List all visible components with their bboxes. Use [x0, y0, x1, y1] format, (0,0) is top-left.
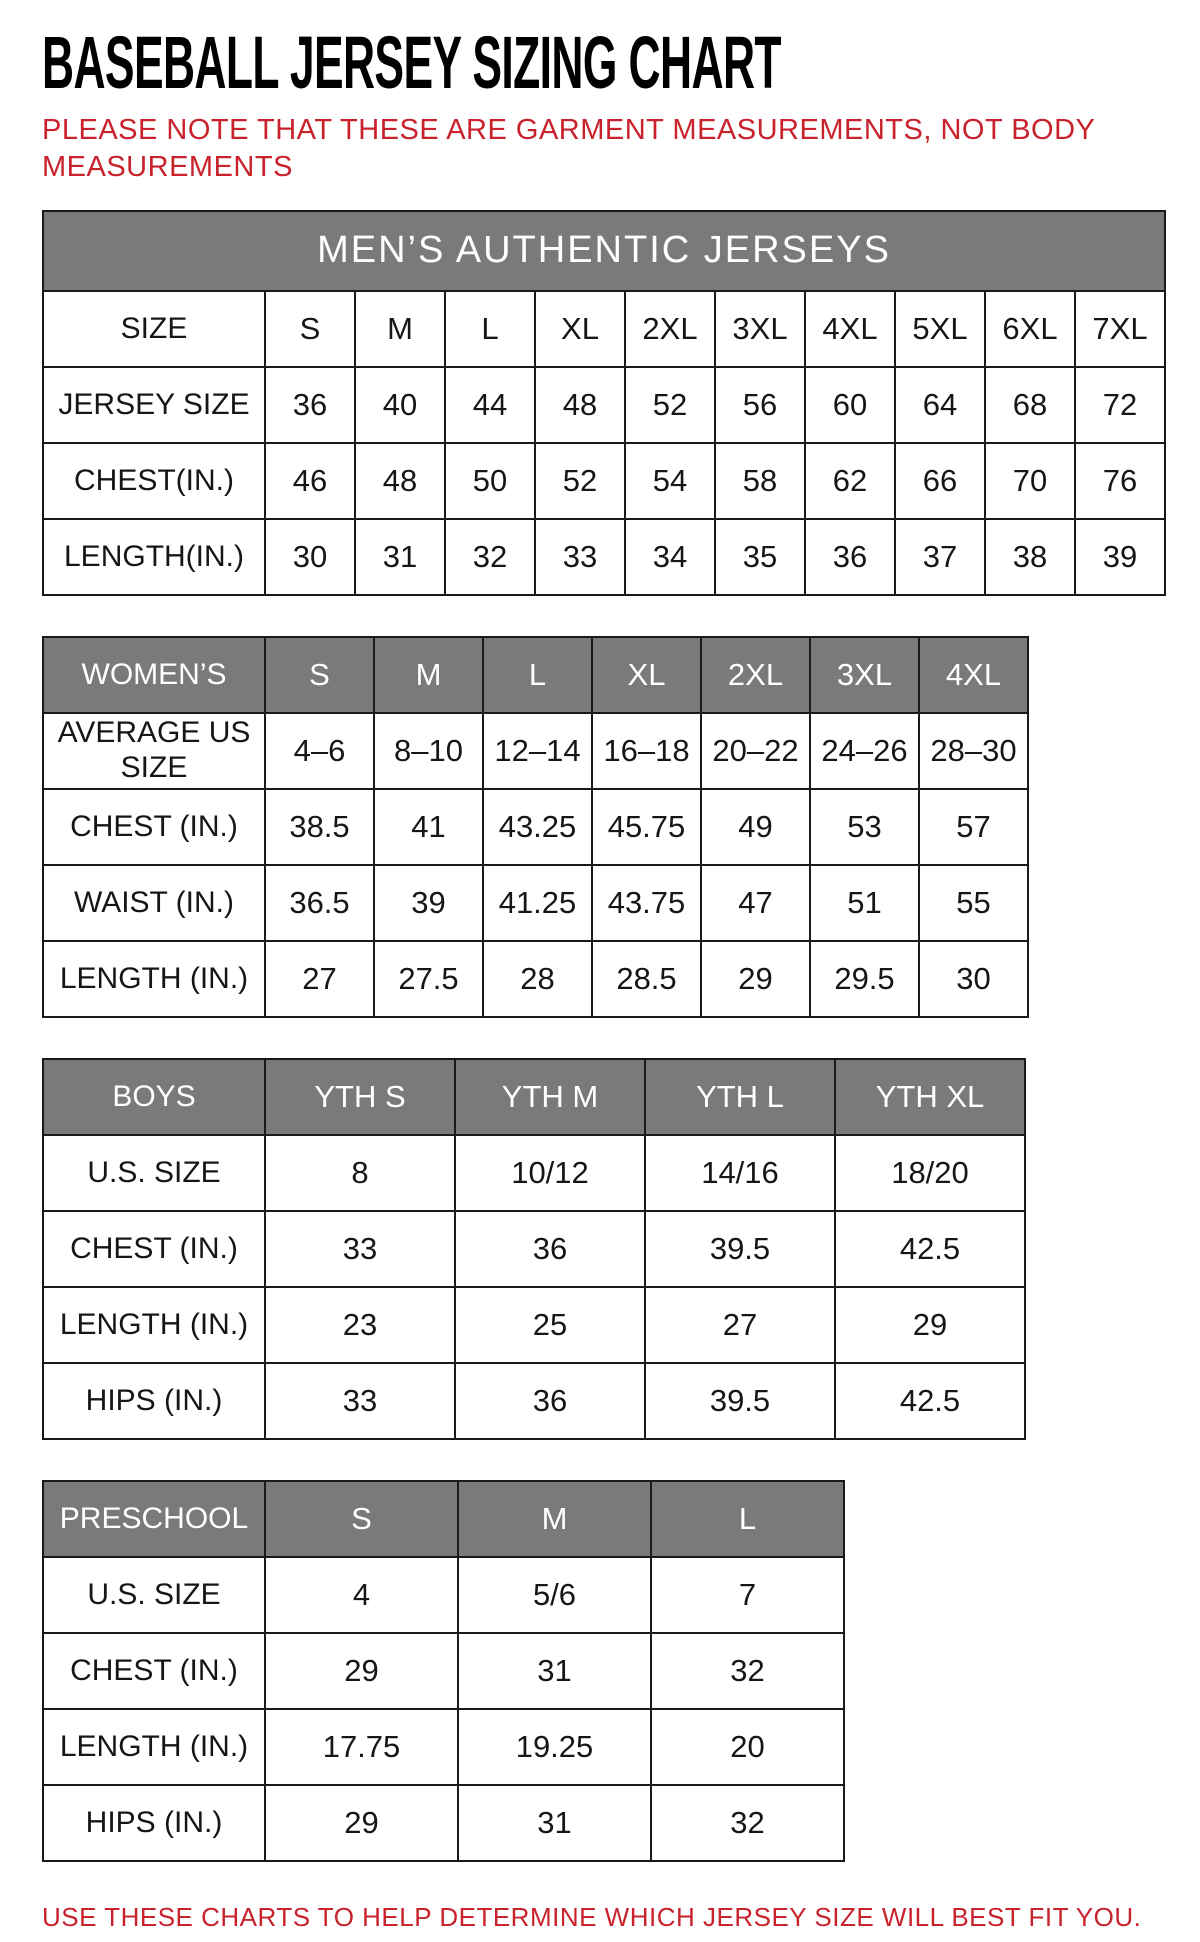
row-label: JERSEY SIZE	[43, 367, 265, 443]
table-cell: 70	[985, 443, 1075, 519]
row-label: SIZE	[43, 291, 265, 367]
table-cell: 7	[651, 1557, 844, 1633]
preschool-sizing-table	[42, 1480, 845, 1862]
table-cell: 33	[265, 1363, 455, 1439]
table-cell: 62	[805, 443, 895, 519]
table-cell: M	[355, 291, 445, 367]
header-cell: YTH S	[265, 1059, 455, 1135]
table-cell: 29	[265, 1785, 458, 1861]
table-cell: L	[445, 291, 535, 367]
header-cell: 4XL	[919, 637, 1028, 713]
table-cell: 24–26	[810, 713, 919, 789]
header-cell: YTH L	[645, 1059, 835, 1135]
table-cell: 44	[445, 367, 535, 443]
table-cell: 39	[1075, 519, 1165, 595]
table-row	[43, 1785, 844, 1861]
table-cell: 41.25	[483, 865, 592, 941]
table-cell: 5/6	[458, 1557, 651, 1633]
table-cell: 76	[1075, 443, 1165, 519]
table-cell: 39	[374, 865, 483, 941]
table-cell: 37	[895, 519, 985, 595]
table-header-row	[43, 1481, 844, 1557]
table-title-cell: BOYS	[43, 1059, 265, 1135]
table-cell: 28.5	[592, 941, 701, 1017]
table-cell: 36	[805, 519, 895, 595]
table-cell: 27	[645, 1287, 835, 1363]
table-cell: 50	[445, 443, 535, 519]
row-label: HIPS (IN.)	[43, 1363, 265, 1439]
table-cell: 33	[535, 519, 625, 595]
header-cell: 2XL	[701, 637, 810, 713]
table-cell: 66	[895, 443, 985, 519]
table-cell: 27.5	[374, 941, 483, 1017]
header-cell: L	[483, 637, 592, 713]
header-cell: S	[265, 637, 374, 713]
table-cell: S	[265, 291, 355, 367]
table-cell: XL	[535, 291, 625, 367]
table-header-row	[43, 1059, 1025, 1135]
table-cell: 42.5	[835, 1211, 1025, 1287]
row-label: LENGTH (IN.)	[43, 941, 265, 1017]
table-cell: 27	[265, 941, 374, 1017]
table-cell: 4–6	[265, 713, 374, 789]
table-cell: 17.75	[265, 1709, 458, 1785]
table-cell: 52	[625, 367, 715, 443]
table-row	[43, 1363, 1025, 1439]
mens-table-banner: MEN’S AUTHENTIC JERSEYS	[43, 211, 1165, 291]
footer-note: USE THESE CHARTS TO HELP DETERMINE WHICH JERSEY SIZE WILL BEST FIT YOU.	[42, 1901, 1142, 1932]
table-cell: 43.25	[483, 789, 592, 865]
header-cell: L	[651, 1481, 844, 1557]
table-cell: 18/20	[835, 1135, 1025, 1211]
table-cell: 33	[265, 1211, 455, 1287]
table-cell: 35	[715, 519, 805, 595]
table-cell: 32	[445, 519, 535, 595]
table-row	[43, 1557, 844, 1633]
header-cell: XL	[592, 637, 701, 713]
header-cell: 3XL	[810, 637, 919, 713]
table-cell: 40	[355, 367, 445, 443]
table-cell: 68	[985, 367, 1075, 443]
table-cell: 32	[651, 1785, 844, 1861]
table-cell: 47	[701, 865, 810, 941]
table-cell: 36	[455, 1363, 645, 1439]
table-cell: 72	[1075, 367, 1165, 443]
table-cell: 20–22	[701, 713, 810, 789]
row-label: WAIST (IN.)	[43, 865, 265, 941]
table-cell: 45.75	[592, 789, 701, 865]
table-cell: 6XL	[985, 291, 1075, 367]
header-cell: M	[374, 637, 483, 713]
table-row	[43, 789, 1028, 865]
table-cell: 31	[355, 519, 445, 595]
table-cell: 56	[715, 367, 805, 443]
table-cell: 4XL	[805, 291, 895, 367]
table-cell: 54	[625, 443, 715, 519]
header-cell: YTH M	[455, 1059, 645, 1135]
table-cell: 31	[458, 1633, 651, 1709]
table-cell: 8–10	[374, 713, 483, 789]
table-row	[43, 443, 1165, 519]
header-cell: YTH XL	[835, 1059, 1025, 1135]
table-cell: 29	[265, 1633, 458, 1709]
mens-sizing-table	[42, 210, 1166, 596]
table-row	[43, 1633, 844, 1709]
table-row	[43, 519, 1165, 595]
table-cell: 28	[483, 941, 592, 1017]
table-cell: 32	[651, 1633, 844, 1709]
table-cell: 25	[455, 1287, 645, 1363]
header-cell: S	[265, 1481, 458, 1557]
table-cell: 43.75	[592, 865, 701, 941]
table-cell: 49	[701, 789, 810, 865]
table-cell: 28–30	[919, 713, 1028, 789]
table-cell: 41	[374, 789, 483, 865]
table-cell: 10/12	[455, 1135, 645, 1211]
row-label: U.S. SIZE	[43, 1557, 265, 1633]
table-cell: 42.5	[835, 1363, 1025, 1439]
table-cell: 55	[919, 865, 1028, 941]
table-cell: 29	[701, 941, 810, 1017]
table-cell: 23	[265, 1287, 455, 1363]
table-cell: 2XL	[625, 291, 715, 367]
header-cell: M	[458, 1481, 651, 1557]
table-cell: 48	[355, 443, 445, 519]
table-cell: 30	[919, 941, 1028, 1017]
row-label: LENGTH (IN.)	[43, 1287, 265, 1363]
table-cell: 14/16	[645, 1135, 835, 1211]
table-row	[43, 713, 1028, 789]
table-row	[43, 1709, 844, 1785]
row-label: CHEST (IN.)	[43, 1633, 265, 1709]
row-label: HIPS (IN.)	[43, 1785, 265, 1861]
row-label: LENGTH (IN.)	[43, 1709, 265, 1785]
table-row	[43, 1135, 1025, 1211]
table-cell: 36	[455, 1211, 645, 1287]
table-cell: 64	[895, 367, 985, 443]
row-label: CHEST (IN.)	[43, 789, 265, 865]
table-cell: 16–18	[592, 713, 701, 789]
table-cell: 31	[458, 1785, 651, 1861]
table-cell: 46	[265, 443, 355, 519]
table-title-cell: WOMEN’S	[43, 637, 265, 713]
row-label: LENGTH(IN.)	[43, 519, 265, 595]
table-cell: 58	[715, 443, 805, 519]
table-cell: 38.5	[265, 789, 374, 865]
table-cell: 3XL	[715, 291, 805, 367]
table-header-row	[43, 637, 1028, 713]
table-cell: 57	[919, 789, 1028, 865]
table-title-cell: PRESCHOOL	[43, 1481, 265, 1557]
table-cell: 34	[625, 519, 715, 595]
table-cell: 38	[985, 519, 1075, 595]
table-banner-row	[43, 211, 1165, 291]
table-cell: 29	[835, 1287, 1025, 1363]
table-row	[43, 1211, 1025, 1287]
table-cell: 51	[810, 865, 919, 941]
table-cell: 48	[535, 367, 625, 443]
row-label: CHEST (IN.)	[43, 1211, 265, 1287]
table-cell: 52	[535, 443, 625, 519]
row-label: U.S. SIZE	[43, 1135, 265, 1211]
table-cell: 8	[265, 1135, 455, 1211]
table-cell: 7XL	[1075, 291, 1165, 367]
womens-sizing-table	[42, 636, 1029, 1018]
table-cell: 5XL	[895, 291, 985, 367]
boys-sizing-table	[42, 1058, 1026, 1440]
table-cell: 36.5	[265, 865, 374, 941]
table-cell: 53	[810, 789, 919, 865]
table-cell: 4	[265, 1557, 458, 1633]
page-title: BASEBALL JERSEY SIZING CHART	[42, 21, 781, 104]
table-cell: 19.25	[458, 1709, 651, 1785]
row-label: AVERAGE US SIZE	[43, 713, 265, 789]
table-cell: 60	[805, 367, 895, 443]
table-row	[43, 367, 1165, 443]
table-cell: 29.5	[810, 941, 919, 1017]
table-cell: 39.5	[645, 1363, 835, 1439]
row-label: CHEST(IN.)	[43, 443, 265, 519]
table-cell: 30	[265, 519, 355, 595]
garment-measurement-note: PLEASE NOTE THAT THESE ARE GARMENT MEASUREMENTS, NOT BODY MEASUREMENTS	[42, 113, 1095, 183]
table-row	[43, 941, 1028, 1017]
table-row	[43, 865, 1028, 941]
table-cell: 39.5	[645, 1211, 835, 1287]
table-cell: 36	[265, 367, 355, 443]
table-cell: 20	[651, 1709, 844, 1785]
table-cell: 12–14	[483, 713, 592, 789]
table-row	[43, 291, 1165, 367]
table-row	[43, 1287, 1025, 1363]
